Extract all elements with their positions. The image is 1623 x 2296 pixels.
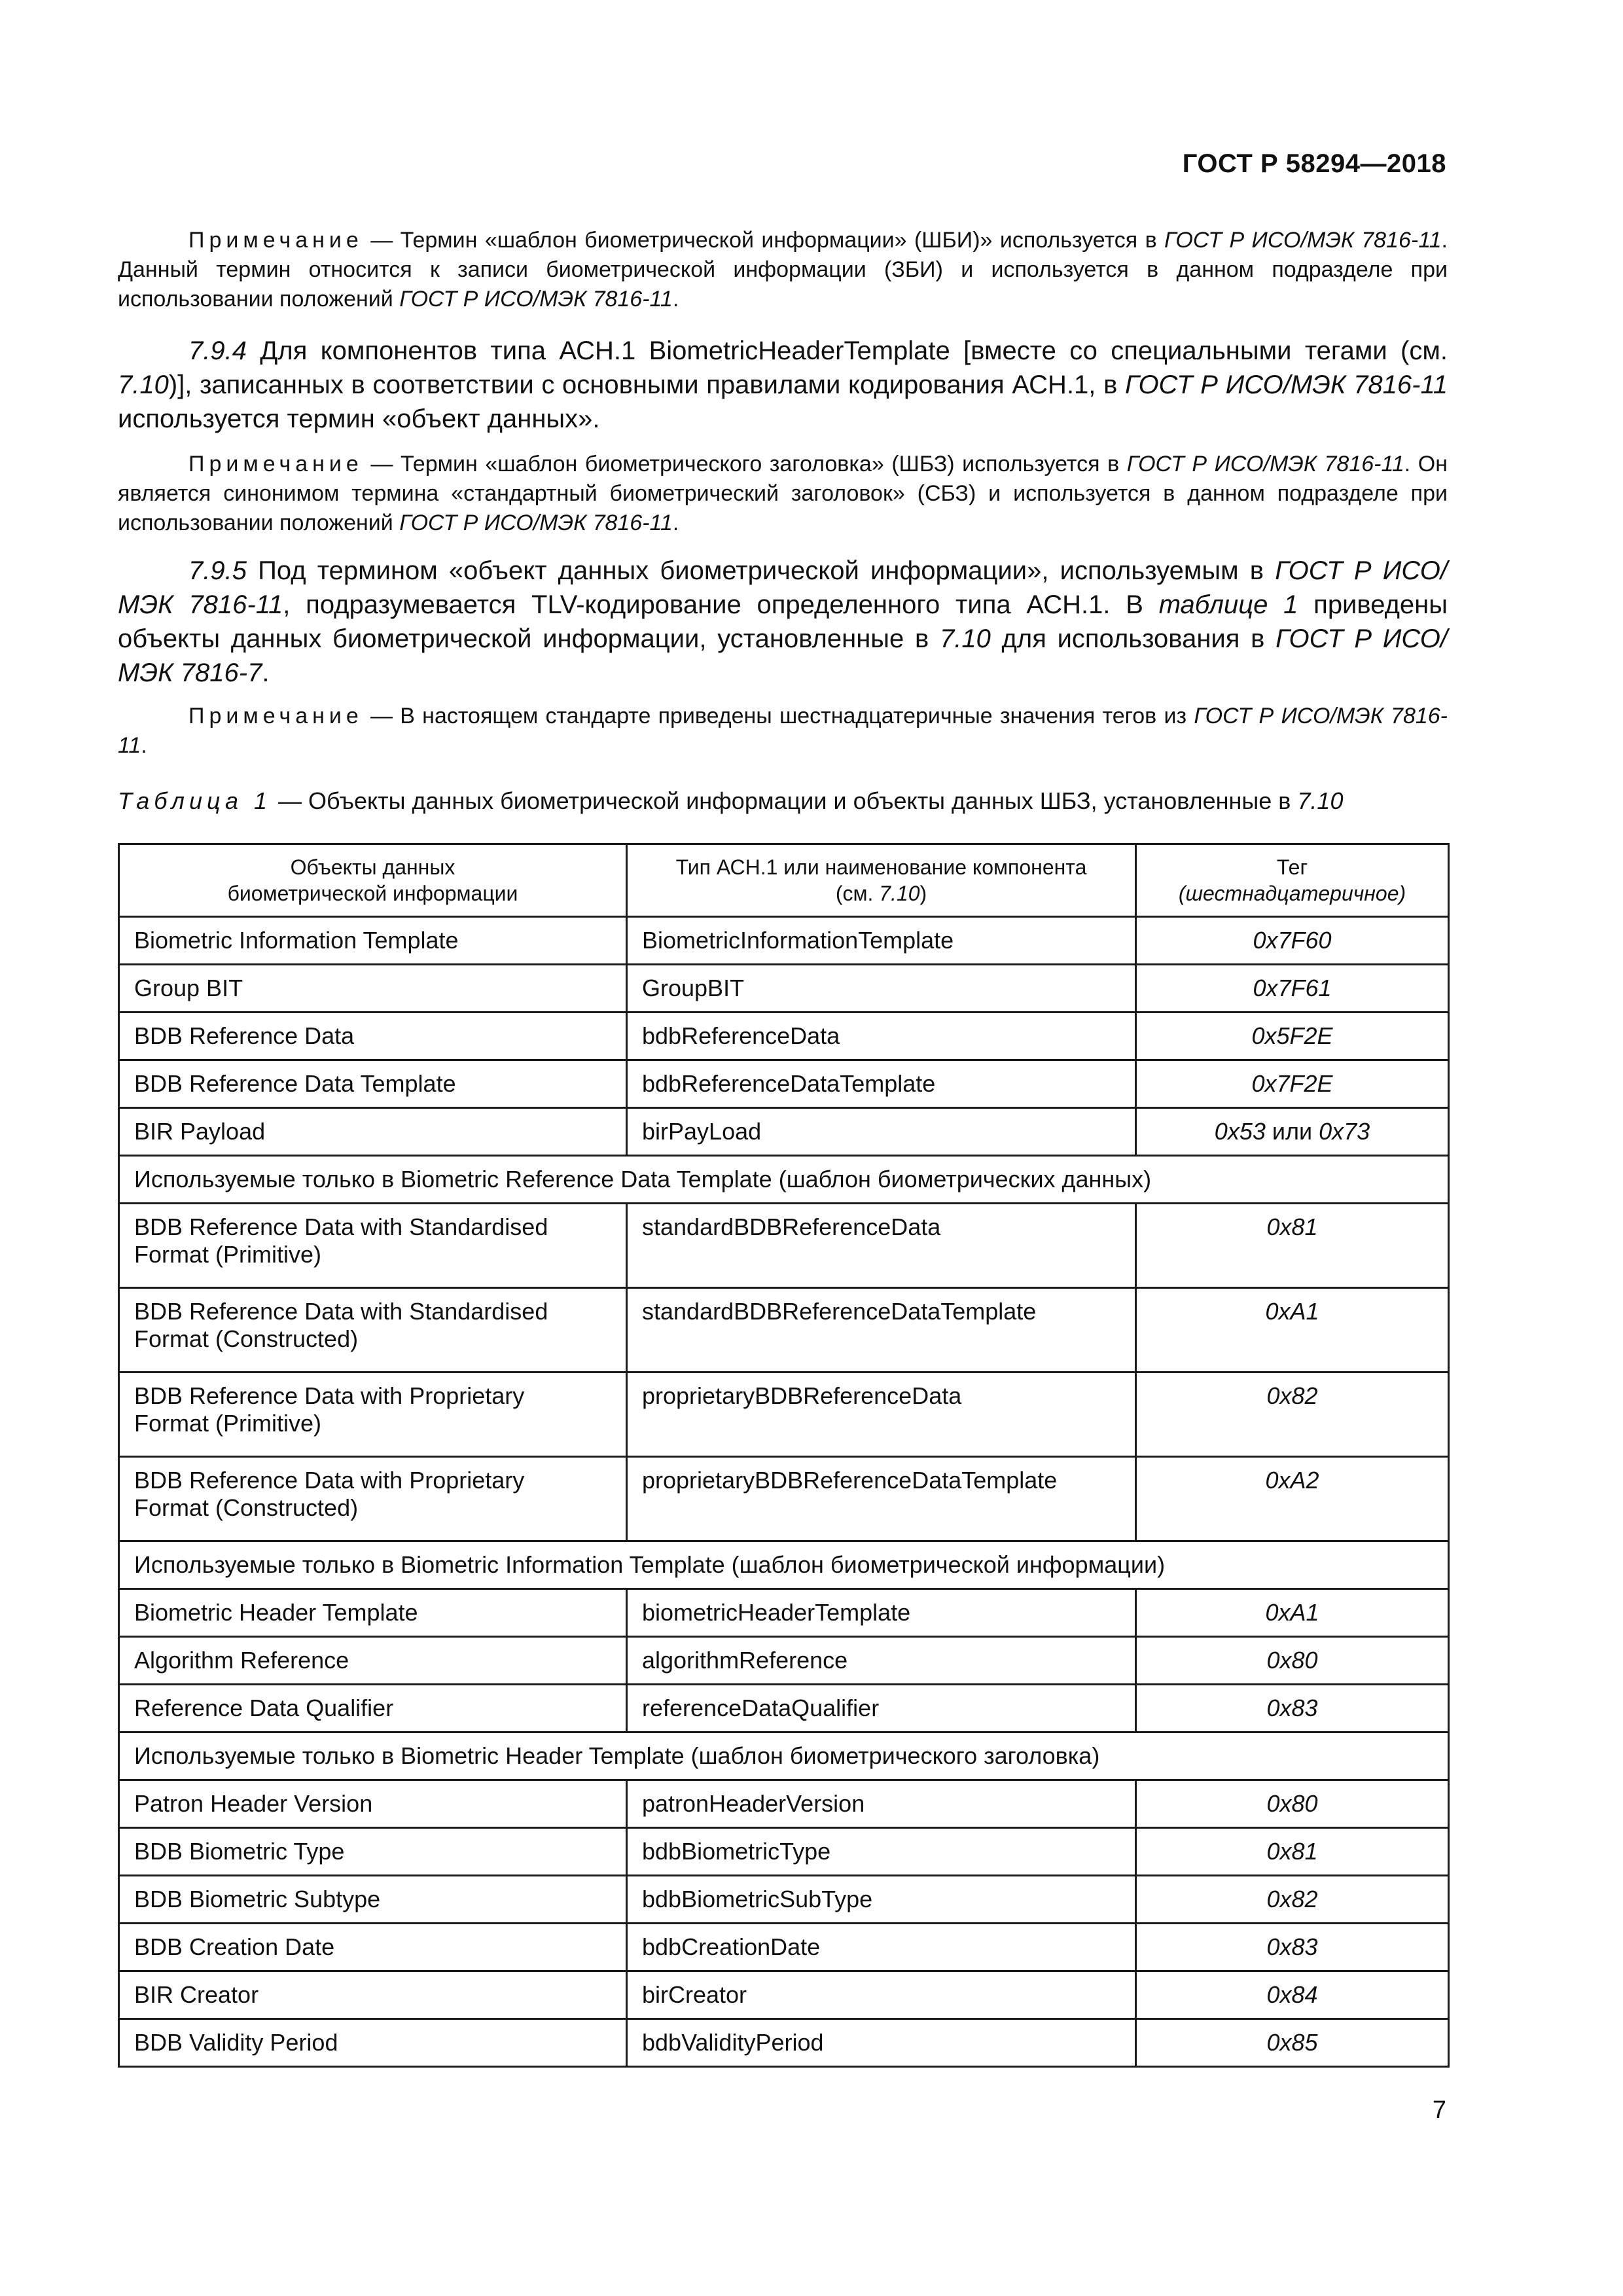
table-caption-label: Таблица 1 [118,787,272,814]
clause-number: 7.9.5 [188,556,247,585]
document-header: ГОСТ Р 58294—2018 [1182,149,1446,178]
asn1-type-cell: bdbReferenceDataTemplate [627,1060,1136,1108]
object-name-cell: BDB Reference Data [119,1013,627,1060]
tag-cell: 0x81 [1136,1828,1449,1876]
object-name-cell: Biometric Information Template [119,917,627,965]
tag-cell: 0x84 [1136,1971,1449,2019]
table-row [119,1637,1449,1685]
tag-cell: 0x80 [1136,1637,1449,1685]
object-name-cell: BDB Reference Data with Standardised Format (Primitive) [119,1204,627,1288]
note-2: Примечание — Термин «шаблон биометрического заголовка» (ШБЗ) используется в ГОСТ Р ИСО/МЭК 7816-11. Он является синонимом термина «стандартный биометрический заголовок» (СБЗ) и используется в данном подразделе при использовании положений ГОСТ Р ИСО/МЭК 7816-11. [118,452,1448,535]
table-row [119,1372,1449,1457]
table-row [119,965,1449,1013]
asn1-type-cell: bdbCreationDate [627,1924,1136,1971]
object-name-cell: BDB Biometric Subtype [119,1876,627,1924]
table-row [119,2019,1449,2067]
tag-cell: 0x83 [1136,1924,1449,1971]
table-row [119,917,1449,965]
table-row [119,1924,1449,1971]
object-name-cell: BDB Reference Data with Proprietary Format (Constructed) [119,1457,627,1541]
asn1-type-cell: algorithmReference [627,1637,1136,1685]
object-name-cell: BIR Payload [119,1108,627,1156]
object-name-cell: BDB Reference Data with Proprietary Format (Primitive) [119,1372,627,1457]
table-section-row [119,1156,1449,1204]
clause-number: 7.9.4 [188,336,247,365]
section-cell: Используемые только в Biometric Information Template (шаблон биометрической информации) [119,1541,1449,1589]
tag-cell: 0x5F2E [1136,1013,1449,1060]
tag-cell: 0xA2 [1136,1457,1449,1541]
tag-cell: 0x80 [1136,1780,1449,1828]
asn1-type-cell: GroupBIT [627,965,1136,1013]
table-row [119,1288,1449,1372]
tag-cell: 0x7F61 [1136,965,1449,1013]
clause-reference: 7.10 [939,624,991,653]
asn1-type-cell: bdbValidityPeriod [627,2019,1136,2067]
asn1-type-cell: proprietaryBDBReferenceDataTemplate [627,1457,1136,1541]
object-name-cell: BIR Creator [119,1971,627,2019]
asn1-type-cell: patronHeaderVersion [627,1780,1136,1828]
object-name-cell: BDB Biometric Type [119,1828,627,1876]
table-section-row [119,1541,1449,1589]
asn1-type-cell: proprietaryBDBReferenceData [627,1372,1136,1457]
clause-reference: 7.10 [1297,787,1344,814]
note-1: Примечание — Термин «шаблон биометрической информации» (ШБИ)» используется в ГОСТ Р ИСО/МЭК 7816-11. Данный термин относится к записи биометрической информации (ЗБИ) и используется в данном подразделе при использовании положений ГОСТ Р ИСО/МЭК 7816-11. [118,228,1448,312]
table-row [119,1060,1449,1108]
standard-reference: ГОСТ Р ИСО/МЭК 7816-11 [1164,228,1442,253]
table-row [119,1971,1449,2019]
table-header-row [119,844,1449,917]
asn1-type-cell: standardBDBReferenceDataTemplate [627,1288,1136,1372]
table-row [119,1780,1449,1828]
column-header-tag: Тег (шестнадцатеричное) [1136,844,1449,917]
section-cell: Используемые только в Biometric Header Template (шаблон биометрического заголовка) [119,1732,1449,1780]
standard-reference: ГОСТ Р ИСО/МЭК 7816-11 [1125,370,1448,399]
table-section-row [119,1732,1449,1780]
object-name-cell: BDB Reference Data with Standardised Format (Constructed) [119,1288,627,1372]
asn1-type-cell: birCreator [627,1971,1136,2019]
table-row [119,1457,1449,1541]
table-row [119,1685,1449,1732]
standard-reference: ГОСТ Р ИСО/МЭК 7816-11 [399,287,673,312]
asn1-type-cell: biometricHeaderTemplate [627,1589,1136,1637]
column-header-data-objects: Объекты данных биометрической информации [119,844,627,917]
table-row [119,1108,1449,1156]
standard-reference: ГОСТ Р ИСО/МЭК 7816-11 [118,704,1448,758]
tag-cell: 0x7F2E [1136,1060,1449,1108]
tag-cell: 0x85 [1136,2019,1449,2067]
standard-reference: ГОСТ Р ИСО/МЭК 7816-11 [118,556,1448,619]
tag-cell: 0x7F60 [1136,917,1449,965]
note-3: Примечание — В настоящем стандарте приведены шестнадцатеричные значения тегов из ГОСТ Р ИСО/МЭК 7816-11. [118,704,1448,758]
column-header-asn1-type: Тип АСН.1 или наименование компонента (см. 7.10) [627,844,1136,917]
asn1-type-cell: birPayLoad [627,1108,1136,1156]
clause-7-9-4: 7.9.4 Для компонентов типа АСН.1 BiometricHeaderTemplate [вместе со специальными тегами (см. 7.10)], записанных в соответствии с основными правилами кодирования АСН.1, в ГОСТ Р ИСО/МЭК 7816-11 используется термин «объект данных». [118,336,1448,433]
note-label: Примечание [188,704,363,728]
note-label: Примечание [188,228,363,253]
object-name-cell: Patron Header Version [119,1780,627,1828]
page-number: 7 [1432,2096,1446,2124]
asn1-type-cell: bdbBiometricSubType [627,1876,1136,1924]
asn1-type-cell: BiometricInformationTemplate [627,917,1136,965]
table-reference: таблице 1 [1158,590,1298,619]
tag-cell: 0x83 [1136,1685,1449,1732]
table-row [119,1828,1449,1876]
object-name-cell: BDB Validity Period [119,2019,627,2067]
standard-reference: ГОСТ Р ИСО/МЭК 7816-11 [399,511,673,535]
note-label: Примечание [188,452,363,476]
object-name-cell: BDB Reference Data Template [119,1060,627,1108]
table-row [119,1204,1449,1288]
tag-cell: 0x53 или 0x73 [1136,1108,1449,1156]
object-name-cell: BDB Creation Date [119,1924,627,1971]
asn1-type-cell: bdbBiometricType [627,1828,1136,1876]
table-row [119,1589,1449,1637]
section-cell: Используемые только в Biometric Reference Data Template (шаблон биометрических данных) [119,1156,1449,1204]
clause-7-9-5: 7.9.5 Под термином «объект данных биометрической информации», используемым в ГОСТ Р ИСО/МЭК 7816-11, подразумевается TLV-кодирование определенного типа АСН.1. В таблице 1 приведены объекты данных биометрической информации, установленные в 7.10 для использования в ГОСТ Р ИСО/МЭК 7816-7. [118,556,1448,687]
asn1-type-cell: standardBDBReferenceData [627,1204,1136,1288]
standard-reference: ГОСТ Р ИСО/МЭК 7816-11 [1126,452,1404,476]
object-name-cell: Group BIT [119,965,627,1013]
asn1-type-cell: referenceDataQualifier [627,1685,1136,1732]
data-objects-table [118,843,1450,2068]
clause-reference: 7.10 [118,370,169,399]
table-caption: Таблица 1 — Объекты данных биометрической информации и объекты данных ШБЗ, установленные в 7.10 [118,787,1344,814]
table-row [119,1013,1449,1060]
tag-cell: 0xA1 [1136,1589,1449,1637]
table-row [119,1876,1449,1924]
standard-reference: ГОСТ Р ИСО/МЭК 7816-7 [118,624,1448,687]
tag-cell: 0x82 [1136,1372,1449,1457]
asn1-type-cell: bdbReferenceData [627,1013,1136,1060]
tag-cell: 0xA1 [1136,1288,1449,1372]
object-name-cell: Reference Data Qualifier [119,1685,627,1732]
object-name-cell: Algorithm Reference [119,1637,627,1685]
tag-cell: 0x82 [1136,1876,1449,1924]
object-name-cell: Biometric Header Template [119,1589,627,1637]
tag-cell: 0x81 [1136,1204,1449,1288]
